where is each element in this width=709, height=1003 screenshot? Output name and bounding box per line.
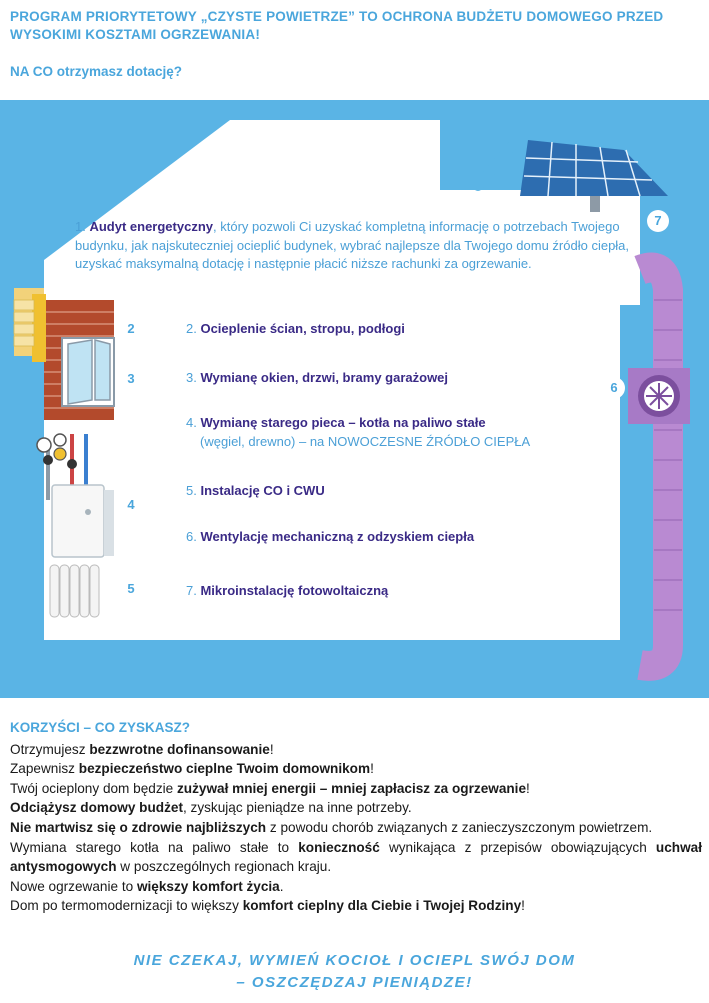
item-text: Ocieplenie ścian, stropu, podłogi xyxy=(200,321,405,336)
benefit-line: Twój ocieplony dom będzie zużywał mniej energii – mniej zapłacisz za ogrzewanie! xyxy=(10,780,530,796)
benefit-line: Otrzymujesz bezzwrotne dofinansowanie! xyxy=(10,741,274,757)
insulation-icon xyxy=(14,288,46,362)
page-title: PROGRAM PRIORYTETOWY „CZYSTE POWIETRZE” TO OCHRONA BUDŻETU DOMOWEGO PRZED WYSOKIMI KOSZTAMI OGRZEWANIA! xyxy=(10,9,664,42)
checkmark-icon xyxy=(456,134,522,186)
ventilation-duct-icon xyxy=(628,268,690,666)
item-text: Wymianę starego pieca – kotła na paliwo stałe xyxy=(200,415,486,430)
item-number: 2. xyxy=(186,321,197,336)
item-number: 3. xyxy=(186,370,197,385)
list-item xyxy=(186,319,405,338)
item-number: 7. xyxy=(186,583,197,598)
item-number: 6. xyxy=(186,529,197,544)
radiator-icon xyxy=(50,565,99,617)
item-text: Wymianę okien, drzwi, bramy garażowej xyxy=(200,370,449,385)
house-illustration xyxy=(0,100,709,698)
audit-title: Audyt energetyczny xyxy=(89,219,214,234)
list-item xyxy=(186,413,530,451)
benefit-line: Odciążysz domowy budżet, zyskując pieniądze na inne potrzeby. xyxy=(10,800,412,816)
benefit-line: Nowe ogrzewanie to większy komfort życia. xyxy=(10,878,284,894)
list-item xyxy=(186,581,388,600)
benefit-line: Dom po termomodernizacji to większy komfort cieplny dla Ciebie i Twojej Rodziny! xyxy=(10,898,525,914)
benefit-line: Nie martwisz się o zdrowie najbliższych z powodu chorób związanych z zanieczyszczonym powietrzem. xyxy=(10,819,653,835)
audit-number: 1. xyxy=(75,219,86,234)
audit-description xyxy=(75,218,635,274)
cta-line-2: – OSZCZĘDZAJ PIENIĄDZE! xyxy=(236,974,473,991)
benefit-line: Zapewnisz bezpieczeństwo cieplne Twoim domownikom! xyxy=(10,761,374,777)
badge-2: 2 xyxy=(120,318,142,340)
audit-body: , który pozwoli Ci uzyskać kompletną informację o potrzebach Twojego budynku, jak najskuteczniej ocieplić budynek, wybrać najlepsze dla Twojego domu źródło ciepła, uzyskać maksymalną dotację i następnie płacić niższe rachunki za ogrzewanie. xyxy=(75,219,630,271)
badge-5: 5 xyxy=(120,578,142,600)
item-text: Mikroinstalację fotowoltaiczną xyxy=(200,583,389,598)
list-item xyxy=(186,368,448,387)
item-text: Wentylację mechaniczną z odzyskiem ciepła xyxy=(200,529,475,544)
item-extra: (węgiel, drewno) – na xyxy=(200,434,328,449)
list-item xyxy=(186,527,474,546)
badge-4: 4 xyxy=(120,494,142,516)
badge-3: 3 xyxy=(120,368,142,390)
badge-6: 6 xyxy=(603,377,625,399)
badge-7: 7 xyxy=(647,210,669,232)
item-number: 5. xyxy=(186,483,197,498)
benefits-section xyxy=(10,718,702,916)
item-extra-highlight: NOWOCZESNE ŹRÓDŁO CIEPŁA xyxy=(327,434,531,449)
item-number: 4. xyxy=(186,415,197,430)
item-text: Instalację CO i CWU xyxy=(200,483,325,498)
benefits-heading: KORZYŚCI – CO ZYSKASZ? xyxy=(10,720,191,735)
page-subtitle: NA CO otrzymasz dotację? xyxy=(10,64,183,79)
cta-line-1: NIE CZEKAJ, WYMIEŃ KOCIOŁ I OCIEPL SWÓJ DOM xyxy=(133,952,576,969)
benefit-line: Wymiana starego kotła na paliwo stałe to konieczność wynikająca z przepisów obowiązujących uchwał antysmogowych w poszczególnych regionach kraju. xyxy=(10,839,702,875)
window-icon xyxy=(62,338,114,406)
list-item xyxy=(186,481,325,500)
boiler-icon xyxy=(52,485,114,557)
